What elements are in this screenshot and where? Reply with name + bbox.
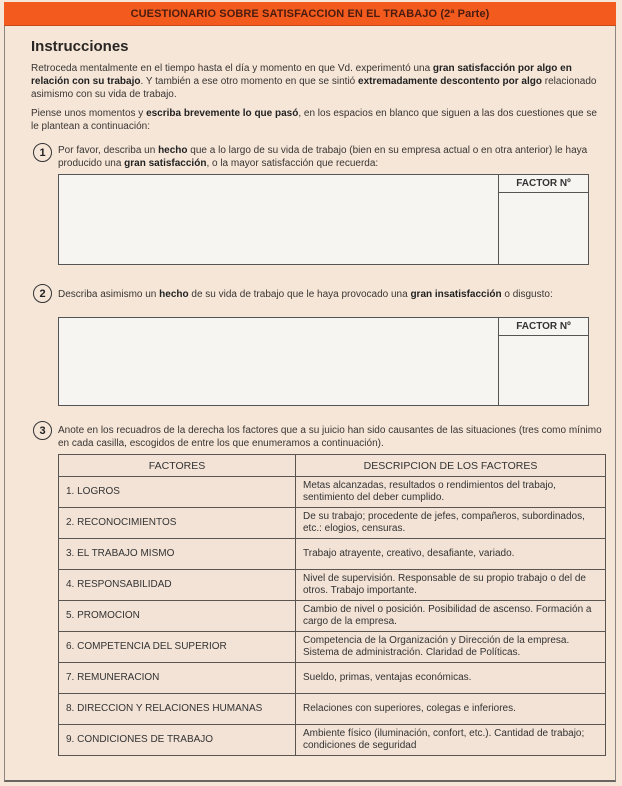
- table-row: [59, 694, 606, 725]
- question-2-factor-label: FACTOR Nº: [499, 318, 588, 336]
- factor-name: 5. PROMOCION: [59, 601, 296, 632]
- text-segment: de su vida de trabajo que le haya provocado una: [188, 289, 411, 300]
- factor-description: Trabajo atrayente, creativo, desafiante, variado.: [296, 539, 606, 570]
- question-1-answer-field[interactable]: [59, 175, 499, 264]
- question-1-factor-label: FACTOR Nº: [499, 175, 588, 193]
- instructions-title: Instrucciones: [31, 38, 129, 55]
- factor-name: 8. DIRECCION Y RELACIONES HUMANAS: [59, 694, 296, 725]
- page-title: CUESTIONARIO SOBRE SATISFACCION EN EL TRABAJO (2ª Parte): [130, 7, 490, 20]
- table-row: [59, 725, 606, 756]
- emphasis-text: gran satisfacción por algo en relación con su trabajo: [31, 63, 572, 87]
- question-3-number-badge: [33, 421, 52, 440]
- text-segment: que a lo largo de su vida de trabajo (bien en su empresa actual o en otra anterior) le haya producido una: [58, 145, 588, 169]
- table-row: [59, 632, 606, 663]
- question-1-factor-field[interactable]: [499, 193, 588, 264]
- factor-description: Relaciones con superiores, colegas e inferiores.: [296, 694, 606, 725]
- factor-name: 6. COMPETENCIA DEL SUPERIOR: [59, 632, 296, 663]
- question-2-answer-field[interactable]: [59, 318, 499, 405]
- text-segment: Piense unos momentos y: [31, 108, 147, 119]
- question-2-number: 2: [39, 287, 46, 300]
- description-column-header: DESCRIPCION DE LOS FACTORES: [296, 455, 606, 477]
- factor-description: Competencia de la Organización y Dirección de la empresa. Sistema de administración. Claridad de Políticas.: [296, 632, 606, 663]
- question-2-factor-column: [499, 318, 588, 405]
- table-row: [59, 663, 606, 694]
- header-bar: [4, 2, 616, 26]
- emphasis-text: hecho: [159, 289, 189, 300]
- emphasis-text: extremadamente descontento por algo: [358, 76, 542, 87]
- factor-name: 2. RECONOCIMIENTOS: [59, 508, 296, 539]
- text-segment: . Y también a ese otro momento en que se sintió: [140, 76, 359, 87]
- question-2-text: [58, 288, 610, 301]
- text-segment: o disgusto:: [501, 289, 553, 300]
- factor-name: 7. REMUNERACION: [59, 663, 296, 694]
- question-2-factor-field[interactable]: [499, 336, 588, 405]
- emphasis-text: escriba brevemente lo que pasó: [146, 108, 299, 119]
- text-segment: , o la mayor satisfacción que recuerda:: [206, 158, 379, 169]
- emphasis-text: gran insatisfacción: [410, 289, 502, 300]
- instructions-paragraph-1: [31, 62, 606, 101]
- question-2-answer-box: [58, 317, 589, 406]
- factor-description: Metas alcanzadas, resultados o rendimientos del trabajo, sentimiento del deber cumplido.: [296, 477, 606, 508]
- factor-description: De su trabajo; procedente de jefes, compañeros, subordinados, etc.: elogios, censuras.: [296, 508, 606, 539]
- question-1-number: 1: [39, 146, 46, 159]
- factor-name: 1. LOGROS: [59, 477, 296, 508]
- factor-description: Sueldo, primas, ventajas económicas.: [296, 663, 606, 694]
- emphasis-text: hecho: [158, 145, 188, 156]
- question-3-text: [58, 424, 610, 450]
- emphasis-text: gran satisfacción: [124, 158, 207, 169]
- table-row: [59, 601, 606, 632]
- factor-description: Ambiente físico (iluminación, confort, etc.). Cantidad de trabajo; condiciones de seguridad: [296, 725, 606, 756]
- text-segment: , en los espacios en blanco que siguen a las dos cuestiones que se le plantean a continuación:: [31, 108, 597, 132]
- factor-description: Nivel de supervisión. Responsable de su propio trabajo o del de otros. Trabajo importante.: [296, 570, 606, 601]
- table-row: [59, 539, 606, 570]
- question-2-number-badge: [33, 284, 52, 303]
- question-1-answer-box: [58, 174, 589, 265]
- instructions-paragraph-2: [31, 107, 606, 133]
- table-row: [59, 508, 606, 539]
- text-segment: Anote en los recuadros de la derecha los factores que a su juicio han sido causantes de las situaciones (tres como mínimo en cada casilla, escogidos de entre los que enumeramos a continuación).: [58, 425, 602, 449]
- factors-table-body: [59, 477, 606, 756]
- factor-name: 3. EL TRABAJO MISMO: [59, 539, 296, 570]
- factor-name: 4. RESPONSABILIDAD: [59, 570, 296, 601]
- factors-column-header: FACTORES: [59, 455, 296, 477]
- question-1-text: [58, 144, 610, 170]
- factor-description: Cambio de nivel o posición. Posibilidad de ascenso. Formación a cargo de la empresa.: [296, 601, 606, 632]
- question-1-number-badge: [33, 143, 52, 162]
- text-segment: Retroceda mentalmente en el tiempo hasta el día y momento en que Vd. experimentó una: [31, 63, 433, 74]
- table-row: [59, 477, 606, 508]
- factors-table-header-row: [59, 455, 606, 477]
- question-3-number: 3: [39, 424, 46, 437]
- text-segment: relacionado asimismo con su vida de trabajo.: [31, 76, 597, 100]
- table-row: [59, 570, 606, 601]
- text-segment: Por favor, describa un: [58, 145, 159, 156]
- factors-table: [58, 454, 606, 756]
- text-segment: Describa asimismo un: [58, 289, 160, 300]
- question-1-factor-column: [499, 175, 588, 264]
- factor-name: 9. CONDICIONES DE TRABAJO: [59, 725, 296, 756]
